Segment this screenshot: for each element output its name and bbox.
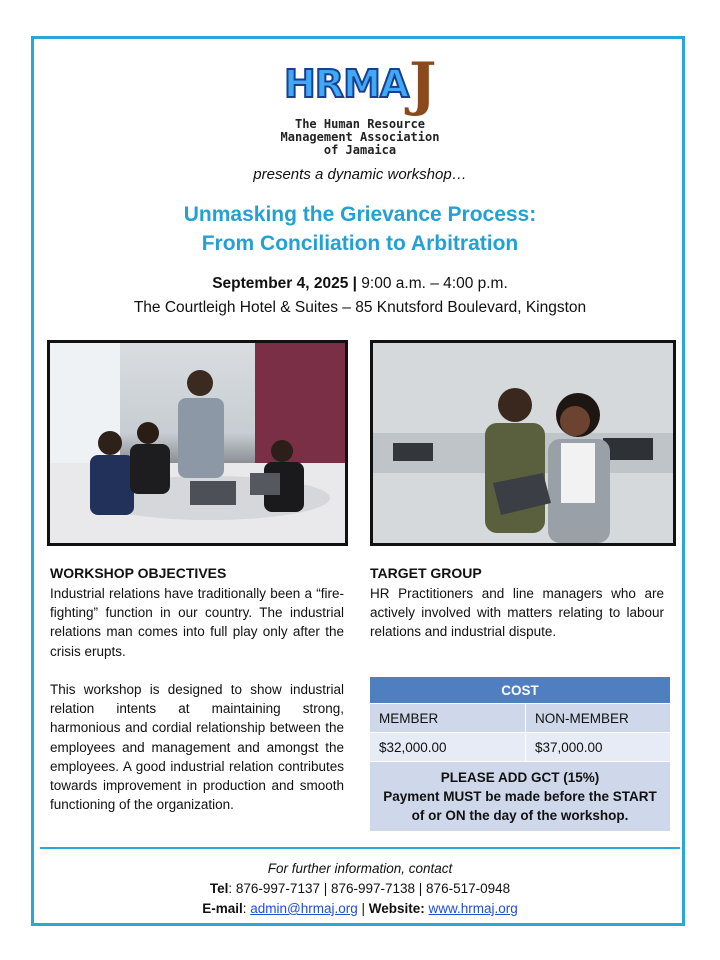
payment-note-2: of or ON the day of the workshop. bbox=[411, 808, 629, 823]
cost-heading: COST bbox=[370, 677, 671, 704]
title-line-2: From Conciliation to Arbitration bbox=[201, 232, 519, 255]
colleagues-tablet-photo bbox=[370, 340, 676, 546]
target-heading: TARGET GROUP bbox=[370, 565, 482, 581]
member-label: MEMBER bbox=[370, 704, 526, 733]
event-time: 9:00 a.m. – 4:00 p.m. bbox=[357, 275, 508, 292]
objectives-paragraph-2: This workshop is designed to show industrial relation intents at maintaining strong, harmonious and cordial relationship between the employees and management and amongst the employees. A good industrial relation contributes towards improvement in production and smooth functioning of the organization. bbox=[50, 682, 344, 813]
org-line-1: The Human Resource bbox=[294, 117, 426, 131]
target-paragraph: HR Practitioners and line managers who are actively involved with matters relating to labour relations and industrial dispute. bbox=[370, 586, 664, 640]
logo-j-mark: J bbox=[409, 50, 437, 118]
cost-notes bbox=[370, 762, 671, 832]
org-line-3: of Jamaica bbox=[323, 143, 397, 157]
website-label: Website: bbox=[368, 901, 425, 916]
email-link[interactable]: admin@hrmaj.org bbox=[250, 901, 358, 916]
footer-divider bbox=[40, 847, 680, 849]
hrmaj-logo bbox=[284, 50, 442, 118]
event-venue: The Courtleigh Hotel & Suites – 85 Knutsford Boulevard, Kingston bbox=[133, 299, 587, 316]
member-price: $32,000.00 bbox=[370, 733, 526, 762]
objectives-heading: WORKSHOP OBJECTIVES bbox=[50, 565, 227, 581]
cost-prices-row bbox=[370, 733, 671, 762]
cost-notes-row bbox=[370, 762, 671, 832]
cost-table-header bbox=[370, 677, 671, 704]
objectives-paragraph-1: Industrial relations have traditionally been a “fire-fighting” function in our country. The industrial relations man comes into full play only after the crisis erupts. bbox=[50, 586, 344, 659]
org-line-2: Management Association bbox=[280, 130, 440, 144]
cost-table bbox=[369, 676, 671, 832]
title-line-1: Unmasking the Grievance Process: bbox=[183, 203, 537, 226]
tel-label: Tel bbox=[209, 881, 229, 896]
footer-info: For further information, contact bbox=[267, 861, 453, 876]
payment-note-1: Payment MUST be made before the START bbox=[383, 789, 657, 804]
nonmember-label: NON-MEMBER bbox=[526, 704, 671, 733]
email-label: E-mail bbox=[202, 901, 243, 916]
cost-labels-row bbox=[370, 704, 671, 733]
organization-name bbox=[230, 118, 490, 157]
event-date: September 4, 2025 | bbox=[212, 275, 357, 292]
workshop-title bbox=[0, 200, 720, 258]
presents-line: presents a dynamic workshop… bbox=[253, 166, 467, 183]
footer-contact: E-mail: admin@hrmaj.org | Website: www.hrmaj.org bbox=[202, 901, 518, 916]
meeting-photo bbox=[47, 340, 348, 546]
gct-note: PLEASE ADD GCT (15%) bbox=[440, 770, 600, 785]
website-link[interactable]: www.hrmaj.org bbox=[428, 901, 518, 916]
logo-wordmark: HRMA bbox=[284, 62, 409, 106]
event-date-time bbox=[0, 275, 720, 293]
footer-phone bbox=[0, 881, 720, 896]
nonmember-price: $37,000.00 bbox=[526, 733, 671, 762]
tel-numbers: : 876-997-7137 | 876-997-7138 | 876-517-0948 bbox=[228, 881, 511, 896]
